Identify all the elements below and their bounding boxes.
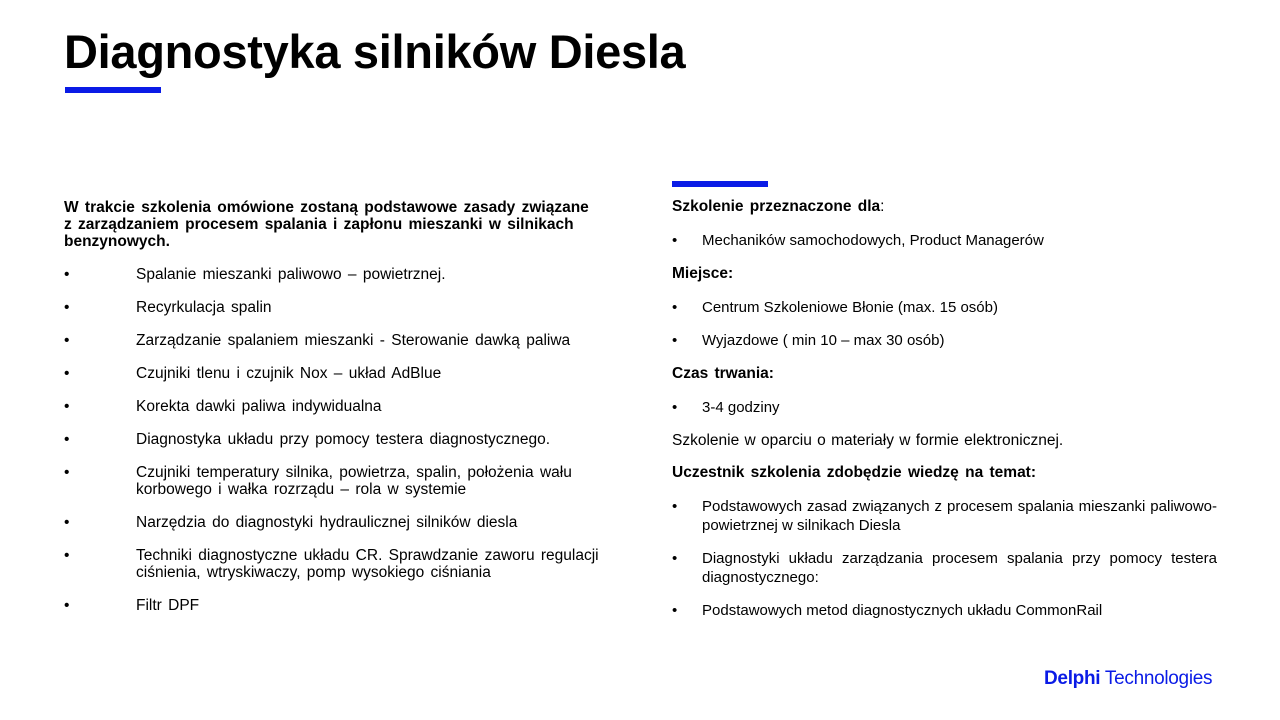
bullet: • xyxy=(64,514,70,531)
list-item-text: Narzędzia do diagnostyki hydraulicznej silników diesla xyxy=(136,514,518,531)
bullet: • xyxy=(64,299,70,316)
list-item xyxy=(64,431,600,448)
bullet: • xyxy=(64,547,70,564)
list-item-text: Podstawowych metod diagnostycznych układu CommonRail xyxy=(702,602,1103,619)
bullet: • xyxy=(672,498,678,515)
right-column xyxy=(672,197,1217,634)
right-accent-bar xyxy=(672,181,768,187)
title-accent-bar xyxy=(65,87,161,93)
list-item xyxy=(64,299,600,316)
list-item xyxy=(64,547,600,581)
topics-list xyxy=(64,266,600,614)
list-item-text: Spalanie mieszanki paliwowo – powietrznej. xyxy=(136,266,446,283)
list-item xyxy=(672,497,1217,535)
bullet: • xyxy=(672,399,678,416)
list-item xyxy=(672,549,1217,587)
logo-rest: Technologies xyxy=(1104,668,1213,689)
bullet: • xyxy=(64,266,70,283)
bullet: • xyxy=(64,365,70,382)
list-item-text: Czujniki temperatury silnika, powietrza, spalin, położenia wału korbowego i wałka rozrządu – rola w systemie xyxy=(136,464,572,498)
left-column xyxy=(64,199,600,630)
list-item xyxy=(64,266,600,283)
list-item-text: Mechaników samochodowych, Product Managerów xyxy=(702,232,1044,249)
list-item-text: Diagnostyka układu przy pomocy testera diagnostycznego. xyxy=(136,431,551,448)
list-item-text: Wyjazdowe ( min 10 – max 30 osób) xyxy=(702,332,945,349)
list-item xyxy=(672,331,1217,350)
bullet: • xyxy=(64,464,70,481)
list-item-text: Korekta dawki paliwa indywidualna xyxy=(136,398,382,415)
place-heading: Miejsce: xyxy=(672,265,734,282)
list-item-text: Filtr DPF xyxy=(136,597,200,614)
knowledge-heading: Uczestnik szkolenia zdobędzie wiedzę na temat: xyxy=(672,464,1037,481)
list-item xyxy=(64,464,600,498)
page-title: Diagnostyka silników Diesla xyxy=(64,25,686,78)
intro-text: W trakcie szkolenia omówione zostaną podstawowe zasady związane z zarządzaniem procesem spalania i zapłonu mieszanki w silnikach benzynowych. xyxy=(64,199,589,250)
list-item xyxy=(64,514,600,531)
materials-text: Szkolenie w oparciu o materiały w formie elektronicznej. xyxy=(672,432,1064,449)
audience-heading xyxy=(672,197,1217,217)
delphi-technologies-logo xyxy=(1044,668,1212,690)
list-item-text: Zarządzanie spalaniem mieszanki - Sterowanie dawką paliwa xyxy=(136,332,571,349)
bullet: • xyxy=(64,597,70,614)
audience-heading-text: Szkolenie przeznaczone dla xyxy=(672,198,881,215)
bullet: • xyxy=(672,550,678,567)
list-item-text: Recyrkulacja spalin xyxy=(136,299,272,316)
bullet: • xyxy=(672,332,678,349)
bullet: • xyxy=(64,332,70,349)
list-item xyxy=(672,601,1217,620)
bullet: • xyxy=(64,398,70,415)
audience-heading-colon: : xyxy=(880,198,885,215)
list-item-text: Centrum Szkoleniowe Błonie (max. 15 osób) xyxy=(702,299,998,316)
list-item xyxy=(672,298,1217,317)
list-item xyxy=(64,398,600,415)
list-item xyxy=(64,597,600,614)
bullet: • xyxy=(672,232,678,249)
list-item-text: Czujniki tlenu i czujnik Nox – układ AdBlue xyxy=(136,365,442,382)
bullet: • xyxy=(672,299,678,316)
list-item xyxy=(64,365,600,382)
bullet: • xyxy=(672,602,678,619)
logo-brand: Delphi xyxy=(1044,668,1101,689)
list-item-text: Diagnostyki układu zarządzania procesem spalania przy pomocy testera diagnostycznego: xyxy=(702,550,1217,586)
list-item-text: Podstawowych zasad związanych z procesem spalania mieszanki paliwowo-powietrznej w silnikach Diesla xyxy=(702,498,1217,534)
list-item xyxy=(672,231,1217,250)
list-item-text: Techniki diagnostyczne układu CR. Sprawdzanie zaworu regulacji ciśnienia, wtryskiwaczy, pomp wysokiego ciśniania xyxy=(136,547,599,581)
list-item-text: 3-4 godziny xyxy=(702,399,780,416)
duration-heading: Czas trwania: xyxy=(672,365,774,382)
bullet: • xyxy=(64,431,70,448)
list-item xyxy=(672,398,1217,417)
list-item xyxy=(64,332,600,349)
